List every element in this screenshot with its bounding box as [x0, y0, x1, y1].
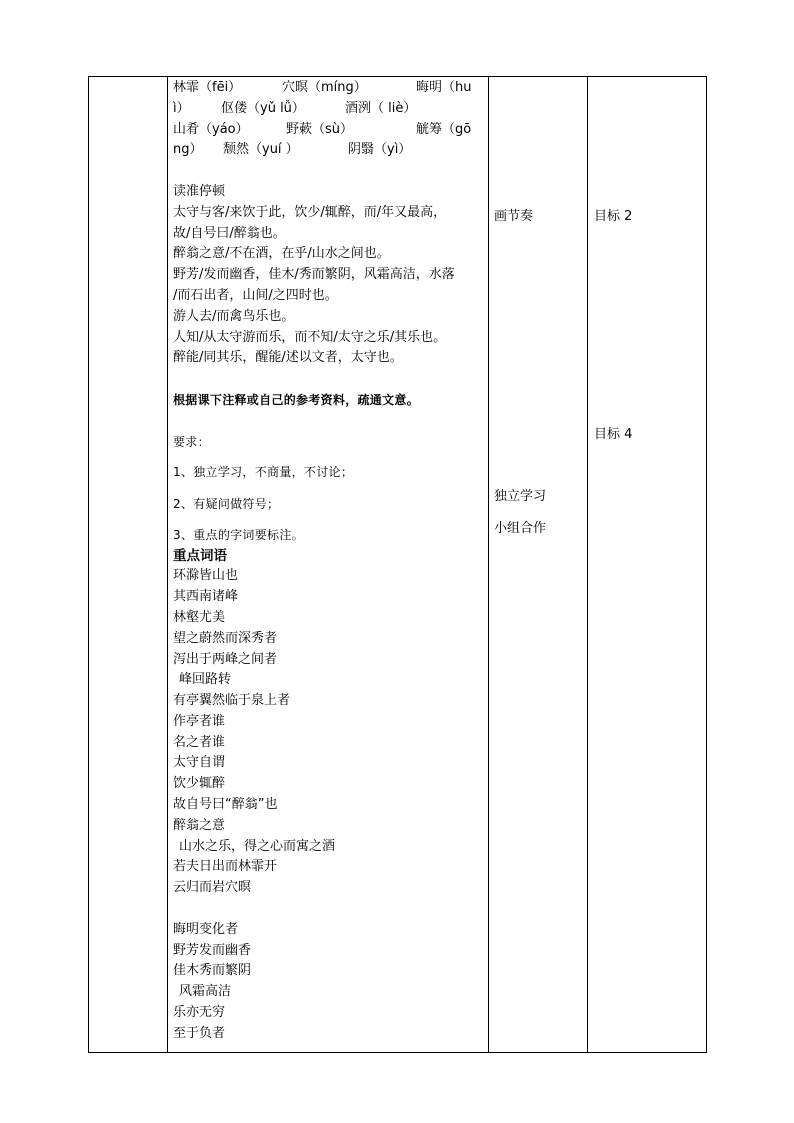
vocab-item: 有亭翼然临于泉上者: [173, 693, 291, 709]
goal-label: 目标 4: [594, 427, 633, 442]
vocab-item: 泻出于两峰之间者: [173, 651, 278, 667]
table-bottom-border: [88, 1052, 707, 1053]
vocab-item: 饮少辄醉: [173, 776, 226, 792]
vocab-item: 故自号曰“醉翁”也: [173, 797, 278, 813]
column-divider-2: [488, 76, 489, 1053]
pinyin-item: 山肴（yáo）: [173, 121, 249, 137]
pinyin-line-4: [173, 140, 485, 161]
pause-line: 人知/从太守游而乐，而不知/太守之乐/其乐也。: [173, 329, 447, 345]
pinyin-item: 晦明（hu: [416, 80, 472, 95]
pause-line: 醉翁之意/不在酒，在乎/山水之间也。: [173, 246, 390, 262]
vocab-item: 醉翁之意: [173, 817, 226, 833]
pinyin-item: 颓然（yuí ）: [223, 142, 299, 158]
task-instruction: 根据课下注释或自己的参考资料，疏通文意。: [173, 392, 420, 407]
pause-line: 野芳/发而幽香，佳木/秀而繁阴，风霜高洁，水落: [173, 267, 455, 283]
pinyin-item: 酒洌（ liè）: [345, 100, 417, 116]
goal-label: 目标 2: [594, 209, 633, 224]
pause-line: 游人去/而禽鸟乐也。: [173, 308, 295, 324]
method-label: 小组合作: [494, 521, 547, 536]
pinyin-item: 觥筹（gō: [416, 121, 472, 137]
vocab-section-title: 重点词语: [173, 547, 227, 564]
vocab-item: 至于负者: [173, 1025, 226, 1041]
pinyin-item: 林霏（fēi）: [173, 80, 242, 95]
vocab-item: 作亭者谁: [173, 713, 226, 729]
vocab-item: 乐亦无穷: [173, 1005, 226, 1021]
lesson-content-cell: [173, 78, 485, 1045]
table-left-border: [88, 76, 89, 1053]
vocab-item: 晦明变化者: [173, 921, 239, 937]
pinyin-item: 阴翳（yì）: [348, 142, 412, 158]
method-label: 独立学习: [494, 489, 547, 504]
pinyin-item: 野蔌（sù）: [286, 121, 354, 137]
pinyin-line-2: [173, 99, 485, 120]
pinyin-item: ng）: [173, 142, 203, 158]
pinyin-item: ì）: [173, 100, 190, 116]
vocab-item: 山水之乐，得之心而寓之酒: [179, 838, 336, 854]
pause-section-title: 读准停顿: [173, 183, 226, 199]
goal-cell: [594, 77, 704, 1052]
vocab-item: 望之蔚然而深秀者: [173, 630, 278, 646]
pinyin-line-1: [173, 78, 485, 99]
vocab-item: 峰回路转: [179, 672, 232, 688]
pinyin-item: 穴暝（míng）: [282, 80, 367, 95]
requirements-title: 要求：: [173, 434, 210, 449]
pinyin-line-3: [173, 120, 485, 141]
vocab-item: 环滁皆山也: [173, 568, 239, 584]
method-cell: [494, 77, 584, 1052]
method-label: 画节奏: [494, 209, 534, 224]
column-divider-1: [167, 76, 168, 1053]
pause-line: 太守与客/来饮于此，饮少/辄醉，而/年又最高，: [173, 204, 447, 220]
pause-line: 醉能/同其乐，醒能/述以文者，太守也。: [173, 350, 403, 366]
vocab-item: 其西南诸峰: [173, 589, 239, 605]
requirement-item: 1、独立学习，不商量，不讨论；: [173, 465, 354, 480]
vocab-item: 佳木秀而繁阴: [173, 963, 252, 979]
pause-line: 故/自号曰/醉翁也。: [173, 225, 286, 241]
table-right-border: [706, 76, 707, 1053]
vocab-item: 风霜高洁: [179, 984, 232, 1000]
vocab-item: 太守自谓: [173, 755, 226, 771]
requirement-item: 3、重点的字词要标注。: [173, 527, 304, 542]
pause-line: /而石出者，山间/之四时也。: [173, 287, 338, 303]
vocab-item: 云归而岩穴暝: [173, 880, 252, 896]
requirement-item: 2、有疑问做符号；: [173, 496, 280, 511]
vocab-item: 名之者谁: [173, 734, 226, 750]
vocab-item: 若夫日出而林霏开: [173, 859, 278, 875]
vocab-item: 野芳发而幽香: [173, 942, 252, 958]
pinyin-item: 伛偻（yǔ lǚ）: [221, 100, 305, 116]
column-divider-3: [587, 76, 588, 1053]
vocab-item: 林壑尤美: [173, 609, 226, 625]
